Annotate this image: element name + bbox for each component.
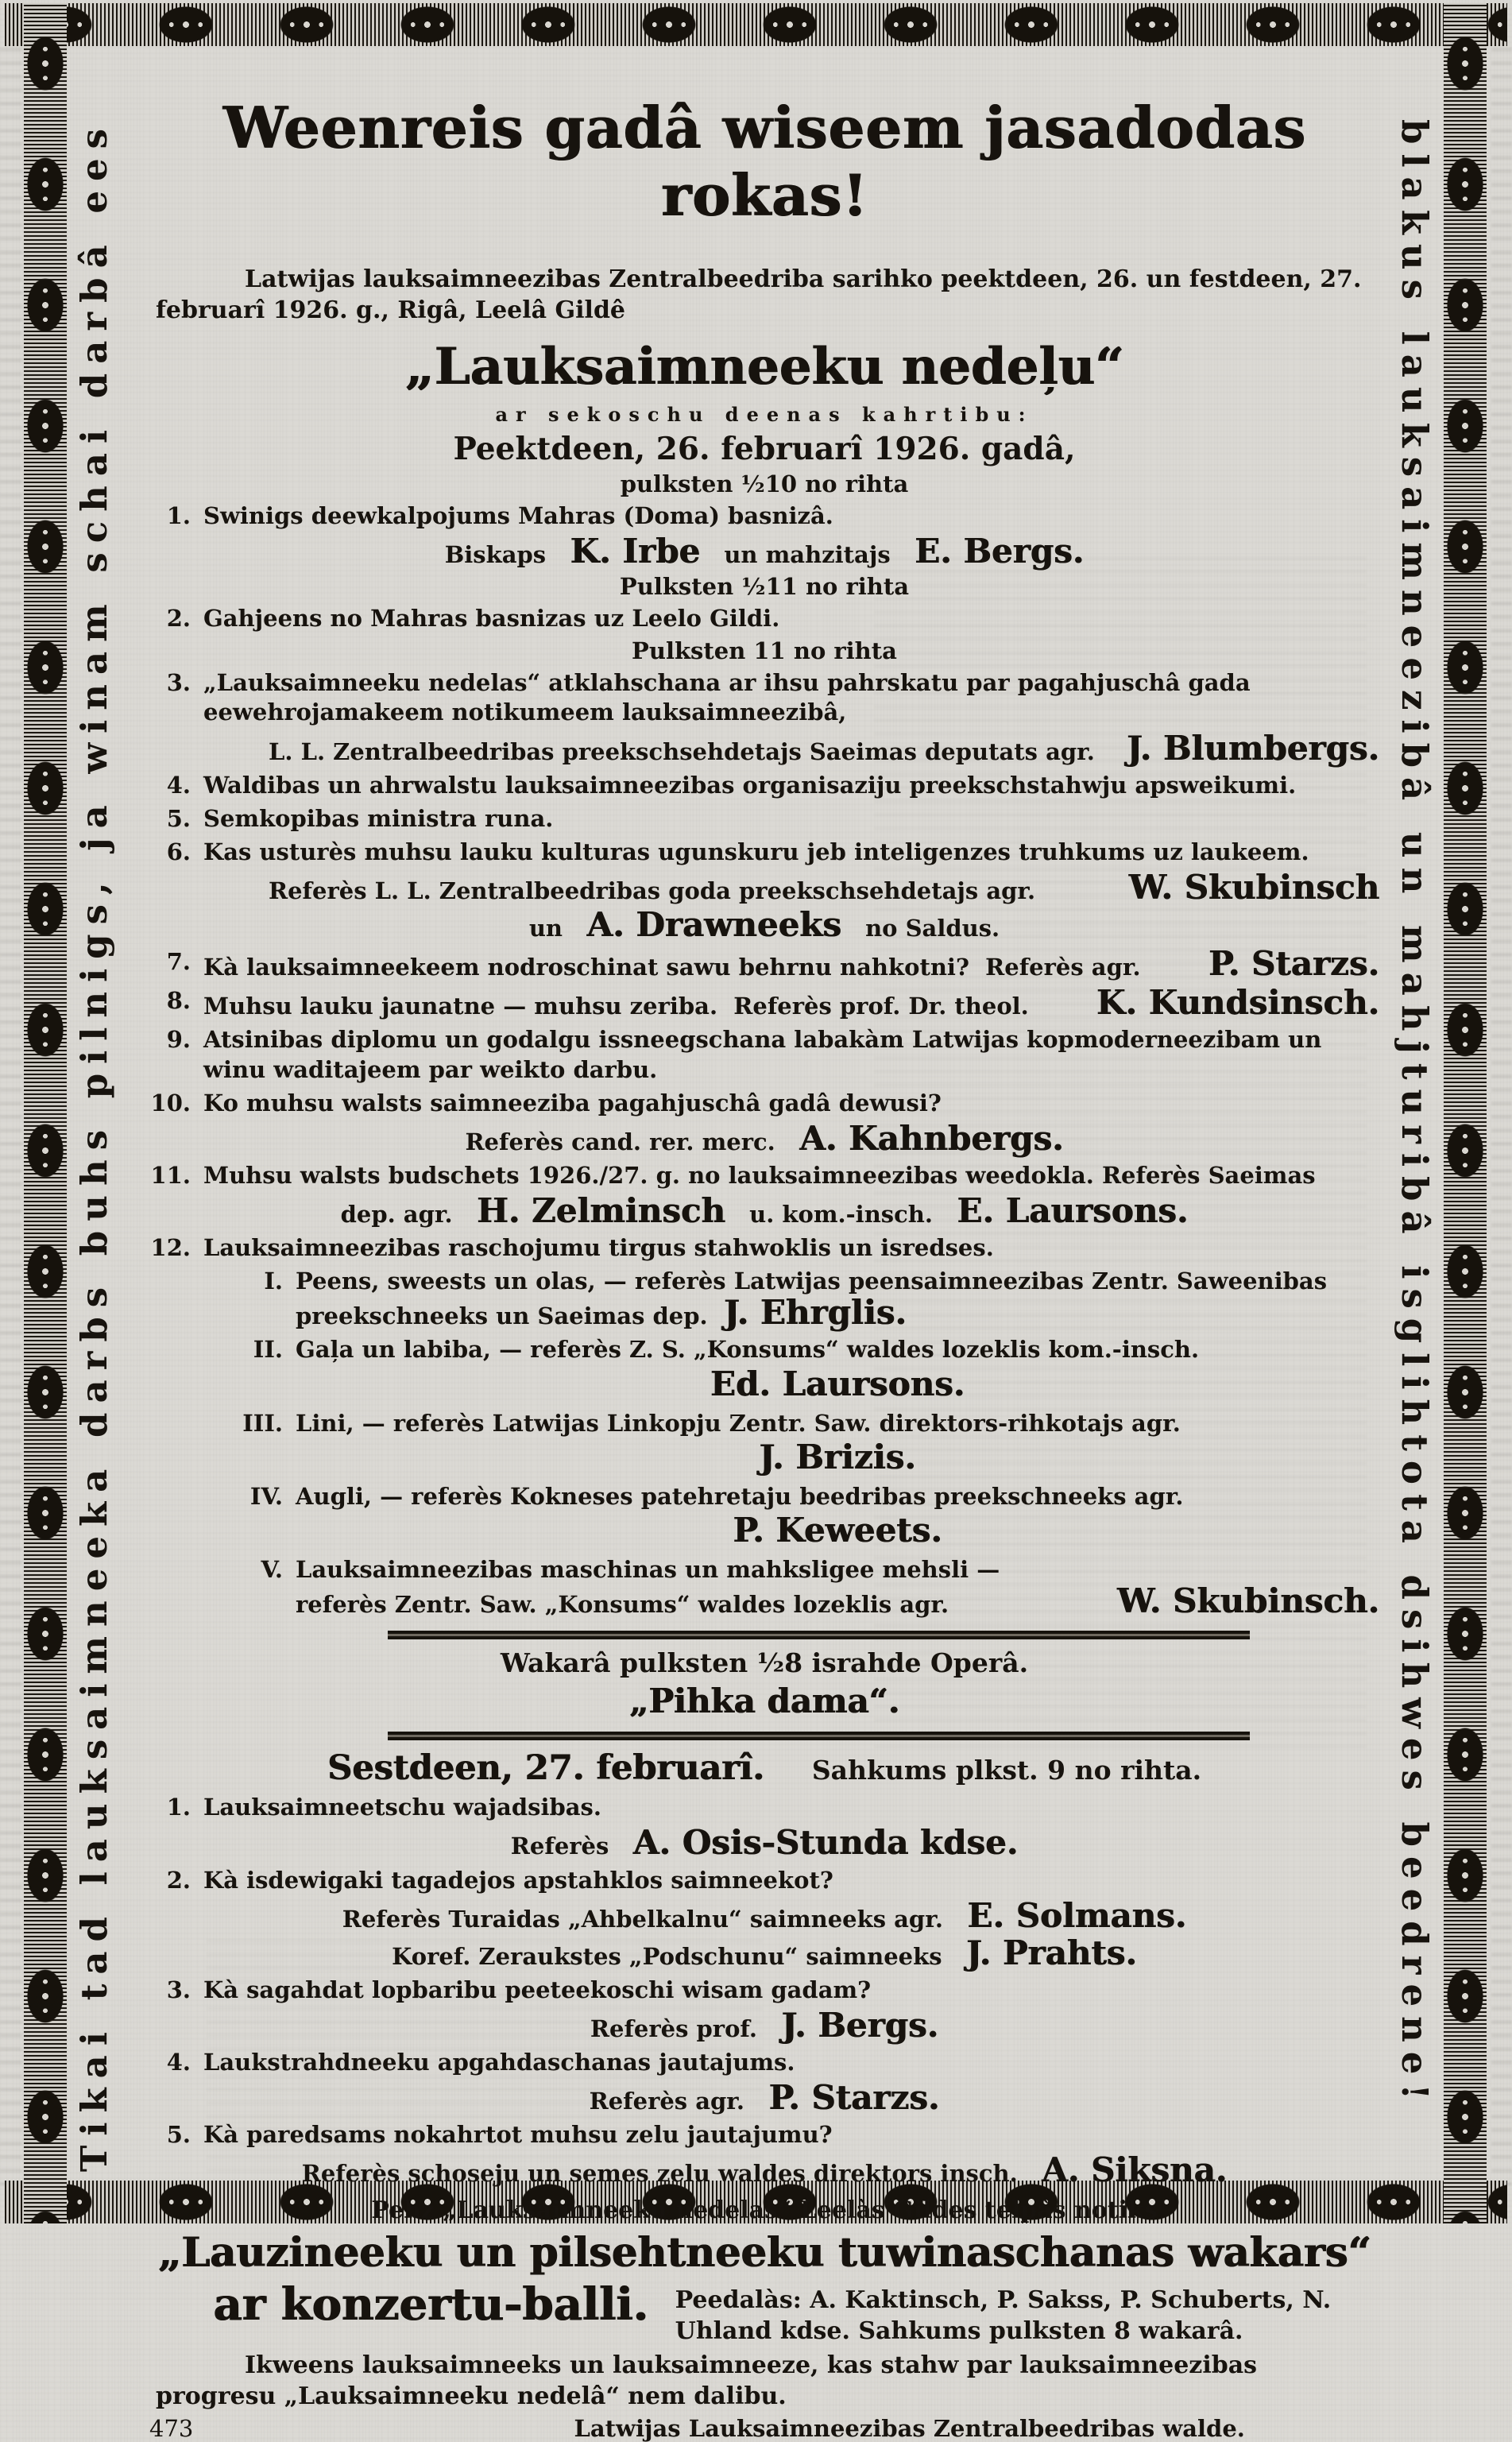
event-title: „Lauksaimneeku nedeļu“ (404, 337, 1124, 397)
day1-item-12-sub-1 (149, 1267, 1379, 1331)
item-text: Semkopibas ministra runa. (203, 804, 554, 832)
item-number: 10. (150, 1089, 191, 1117)
item-number: II. (253, 1336, 283, 1364)
speaker-role: Referès Turaidas „Ahbelkalnu“ saimneeks agr. (342, 1905, 943, 1933)
day1-item-12 (149, 1233, 1379, 1263)
item-text: „Lauksaimneeku nedelas“ atklahschana ar ihsu pahrskatu par pagahjuschâ gada eewehrojamakeem notikumeem lauksaimneezibâ, (203, 669, 1251, 726)
bleed-left-margin (0, 48, 22, 2193)
speaker-name: J. Bergs. (781, 2005, 939, 2045)
item-text: Waldibas un ahrwalstu lauksaimneezibas organisaziju preekschstahwju apsweikumi. (203, 771, 1297, 799)
item-number: 9. (166, 1026, 191, 1054)
item-text: Swinigs deewkalpojums Mahras (Doma) basnizâ. (203, 502, 833, 529)
after-note: Pehz „Lauksaimneeku nedelas“ Leelàs Gildes telpâs notiks (371, 2196, 1158, 2225)
speaker-name: P. Starzs. (768, 2078, 940, 2118)
speaker-role: Referès agr. (985, 954, 1141, 981)
speaker-name: J. Ehrglis. (723, 1293, 907, 1333)
speaker-role: Referès L. L. Zentralbeedribas goda preekschsehdetajs agr. (269, 877, 1036, 904)
item-number: III. (242, 1409, 283, 1437)
item-number: 2. (166, 1866, 191, 1894)
speaker-name: P. Keweets. (733, 1510, 942, 1550)
speaker-role: Referès cand. rer. merc. (465, 1128, 775, 1155)
day1-item-5 (149, 804, 1379, 834)
day1-item-4 (149, 771, 1379, 800)
day1-item-9 (149, 1025, 1379, 1084)
day2-item-2 (149, 1866, 1379, 1895)
headline: Weenreis gadâ wiseem jasadodas rokas! (222, 94, 1306, 229)
item-text: Laukstrahdneeku apgahdaschanas jautajums. (203, 2049, 795, 2076)
speaker-name: J. Brizis. (759, 1437, 916, 1476)
speaker-name: Ed. Laursons. (710, 1364, 965, 1403)
item-number: IV. (249, 1482, 283, 1510)
speaker-role: Biskaps (444, 541, 547, 569)
day1-item-10-speaker (149, 1118, 1379, 1158)
day1-item-12-sub-3 (149, 1409, 1379, 1478)
ornament-border-top (5, 3, 1507, 46)
item-text: Peens, sweests un olas, — referès Latwijas peensaimneezibas Zentr. Saweenibas preekschneeks un Saeimas dep. (296, 1267, 1328, 1330)
speaker-role: Referès agr. (589, 2088, 745, 2115)
item-number: 4. (166, 771, 191, 799)
day1-item-12-sub-4 (149, 1482, 1379, 1551)
item-text: Lini, — referès Latwijas Linkopju Zentr. Saw. direktors-rihkotajs agr. (296, 1409, 1181, 1437)
day2-item-1 (149, 1793, 1379, 1822)
day2-start-time: Sahkums plkst. 9 no rihta. (811, 1755, 1202, 1786)
day1-item-11 (149, 1161, 1379, 1190)
item-text: Ko muhsu walsts saimneeziba pagahjuschâ gadâ dewusi? (203, 1089, 942, 1117)
item-number: 4. (166, 2049, 191, 2076)
day2-item-5-speaker (149, 2150, 1379, 2190)
item-text: Lauksaimneezibas maschinas un mahksligee mehsli — (296, 1556, 1000, 1584)
day1-item-3 (149, 668, 1379, 727)
intro-paragraph: Latwijas lauksaimneezibas Zentralbeedriba sarihko peektdeen, 26. un festdeen, 27. februarî 1926. g., Rigâ, Leelâ Gildê (156, 265, 1362, 324)
day1-item-12-sub-5 (149, 1555, 1379, 1620)
ornament-border-left (24, 3, 67, 2223)
day1-time3: Pulksten 11 no rihta (632, 637, 897, 665)
day2-item-3-speaker (149, 2005, 1379, 2045)
speaker-name: E. Laursons. (957, 1190, 1189, 1230)
closing-paragraph: Ikweens lauksaimneeks un lauksaimneeze, kas stahw par lauksaimneezibas progresu „Lauksaimneeku nedelâ“ nem dalibu. (156, 2351, 1258, 2411)
participants: Peedalàs: A. Kaktinsch, P. Sakss, P. Schuberts, N. Uhland kdse. Sahkums pulksten 8 wakarâ. (675, 2286, 1332, 2346)
speaker-name: A. Drawneeks (586, 905, 841, 945)
opera-title: „Pihka dama“. (628, 1682, 900, 1721)
item-text: Kà paredsams nokahrtot muhsu zelu jautajumu? (203, 2121, 833, 2149)
day1-item-12-sub-2 (149, 1335, 1379, 1404)
speaker-name: H. Zelminsch (476, 1190, 725, 1230)
ad-number: 473 (149, 2415, 194, 2442)
day1-item-6-speaker (149, 867, 1379, 907)
item-text: Lauksaimneezibas raschojumu tirgus stahwoklis un isredses. (203, 1234, 994, 1262)
item-text: Atsinibas diplomu un godalgu issneegschana labakàm Latwijas kopmoderneezibam un winu waditajeem par weikto darbu. (203, 1026, 1322, 1083)
day1-item-11-speakers (149, 1190, 1379, 1230)
item-text: Kà lauksaimneekeem nodroschinat sawu behrnu nahkotni? (203, 954, 969, 981)
speaker-name: K. Kundsinsch. (1096, 983, 1379, 1023)
speaker-name: E. Bergs. (914, 532, 1085, 571)
day1-time: pulksten ½10 no rihta (620, 470, 909, 497)
ball-subtitle: ar konzertu-balli. (213, 2278, 648, 2332)
item-text: Gaļa un labiba, — referès Z. S. „Konsums“ waldes lozeklis kom.-insch. (296, 1336, 1200, 1364)
day1-item-8 (149, 983, 1379, 1023)
item-text: Gahjeens no Mahras basnizas uz Leelo Gildi. (203, 605, 780, 633)
item-number: I. (264, 1267, 283, 1295)
day1-heading: Peektdeen, 26. februarî 1926. gadâ, (453, 431, 1076, 467)
speaker-role: Referès (510, 1832, 609, 1860)
speaker-role: Koref. Zeraukstes „Podschunu“ saimneeks (392, 1942, 942, 1970)
speaker-name: A. Siksna. (1042, 2150, 1228, 2190)
speaker-role: u. kom.-insch. (749, 1200, 933, 1228)
speaker-name: P. Starzs. (1208, 944, 1379, 984)
day1-item-1-speakers (149, 532, 1379, 571)
speaker-role: un mahzitajs (724, 541, 891, 569)
day2-item-2-co-speaker (149, 1933, 1379, 1972)
speaker-name: E. Solmans. (967, 1895, 1187, 1935)
item-number: 11. (150, 1161, 191, 1189)
day1-item-6 (149, 838, 1379, 867)
item-text: Kas usturès muhsu lauku kulturas ugunskuru jeb inteligenzes truhkums uz laukeem. (203, 838, 1309, 865)
speaker-name: W. Skubinsch (1128, 867, 1379, 907)
item-text: Muhsu walsts budschets 1926./27. g. no lauksaimneezibas weedokla. Referès Saeimas (203, 1161, 1316, 1189)
advertisement-body (149, 73, 1379, 2442)
day1-item-10 (149, 1089, 1379, 1118)
day2-item-4 (149, 2048, 1379, 2077)
divider-rule (388, 1732, 1250, 1740)
item-number: 6. (166, 838, 191, 865)
footer-row (149, 2415, 1379, 2442)
item-number: 2. (166, 605, 191, 633)
ornament-border-right (1444, 3, 1487, 2223)
speaker-role: Referès schoseju un semes zelu waldes direktors insch. (301, 2160, 1018, 2188)
item-text: Augli, — referès Kokneses patehretaju beedribas preekschneeks agr. (296, 1482, 1184, 1510)
day1-item-2 (149, 604, 1379, 633)
speaker-name: A. Osis-Stunda kdse. (632, 1823, 1019, 1863)
day2-heading: Sestdeen, 27. februarî. (327, 1748, 764, 1789)
item-text: Muhsu lauku jaunatne — muhsu zeriba. (203, 993, 718, 1020)
speaker-role: L. L. Zentralbeedribas preekschsehdetajs Saeimas deputats agr. (269, 737, 1095, 765)
left-margin-slogan: Tikai tad lauksaimneeka darbs buhs pilnigs, ja winam schai darbâ ees (73, 119, 115, 2173)
speaker-name: A. Kahnbergs. (799, 1118, 1064, 1158)
item-number: 5. (166, 804, 191, 832)
item-text: Kà isdewigaki tagadejos apstahklos saimneekot? (203, 1866, 833, 1894)
item-number: 12. (150, 1234, 191, 1262)
item-text (296, 1267, 1379, 1331)
speaker-role: un (528, 915, 563, 942)
item-number: 1. (166, 1794, 191, 1821)
speaker-role: dep. agr. (340, 1200, 453, 1228)
speaker-origin: no Saldus. (865, 915, 1000, 942)
organization-signature: Latwijas Lauksaimneezibas Zentralbeedribas walde. (574, 2415, 1245, 2442)
speaker-name: K. Irbe (570, 532, 701, 571)
day1-item-7 (149, 944, 1379, 984)
day2-item-4-speaker (149, 2078, 1379, 2118)
day1-item-3-speaker (149, 728, 1379, 768)
divider-rule (388, 1631, 1250, 1639)
item-number: 3. (166, 669, 191, 697)
day2-item-1-speaker (149, 1823, 1379, 1863)
speaker-name: J. Prahts. (965, 1933, 1137, 1972)
ball-title: „Lauzineeku un pilsehtneeku tuwinaschanas wakars“ (157, 2229, 1371, 2278)
day2-heading-row (149, 1748, 1379, 1788)
ball-row (149, 2278, 1379, 2347)
speaker-role: Referès prof. Dr. theol. (733, 993, 1029, 1020)
day2-item-3 (149, 1976, 1379, 2005)
day2-item-2-speaker (149, 1895, 1379, 1935)
item-text: referès Zentr. Saw. „Konsums“ waldes lozeklis agr. (296, 1591, 949, 1619)
day1-time2: Pulksten ½11 no rihta (619, 573, 910, 601)
speaker-name: J. Blumbergs. (1126, 728, 1379, 768)
right-margin-slogan: blakus lauksaimneezibâ un mahjturibâ isglihtota dsihwes beedrene! (1394, 119, 1436, 2110)
item-number: 7. (166, 948, 191, 976)
item-number: V. (261, 1556, 283, 1584)
speaker-name: W. Skubinsch. (1116, 1581, 1379, 1621)
day2-item-5 (149, 2120, 1379, 2150)
day1-item-6-speaker-2 (149, 905, 1379, 945)
item-number: 5. (166, 2121, 191, 2149)
speaker-role: Referès prof. (590, 2014, 757, 2042)
item-text: Lauksaimneetschu wajadsibas. (203, 1794, 601, 1821)
item-number: 8. (166, 987, 191, 1015)
day1-item-1 (149, 501, 1379, 531)
item-number: 3. (166, 1976, 191, 2003)
evening-note: Wakarâ pulksten ½8 israhde Operâ. (500, 1647, 1029, 1679)
agenda-note: ar sekoschu deenas kahrtibu: (495, 403, 1034, 426)
item-text: Kà sagahdat lopbaribu peeteekoschi wisam gadam? (203, 1976, 872, 2003)
item-number: 1. (166, 502, 191, 529)
bleed-right-margin (1491, 48, 1512, 2193)
